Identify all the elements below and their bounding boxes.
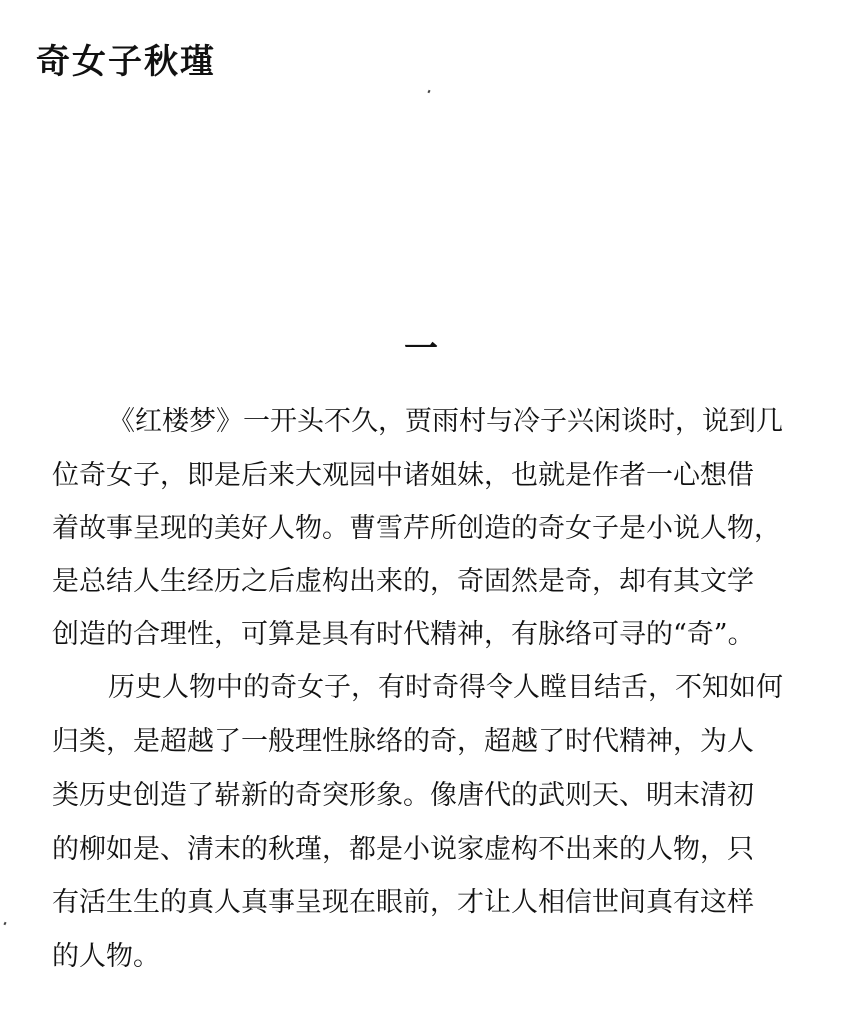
- paragraph-line: 位奇女子，即是后来大观园中诸姐妹，也就是作者一心想借: [52, 460, 754, 491]
- paragraph-line: 《红楼梦》一开头不久，贾雨村与冷子兴闲谈时，说到几: [108, 406, 783, 437]
- paragraph-line: 有活生生的真人真事呈现在眼前，才让人相信世间真有这样: [52, 887, 754, 918]
- paragraph-line: 的人物。: [52, 941, 160, 972]
- page-title: 奇女子秋瑾: [36, 42, 216, 82]
- paragraph-line: 创造的合理性，可算是具有时代精神，有脉络可寻的“奇”。: [52, 619, 755, 650]
- paragraph-line: 归类，是超越了一般理性脉络的奇，超越了时代精神，为人: [52, 726, 754, 757]
- paragraph-line: 是总结人生经历之后虚构出来的，奇固然是奇，却有其文学: [52, 566, 754, 597]
- paragraph-line: 的柳如是、清末的秋瑾，都是小说家虚构不出来的人物，只: [52, 834, 754, 865]
- paragraph-line: 类历史创造了崭新的奇突形象。像唐代的武则天、明末清初: [52, 780, 754, 811]
- paragraph-line: 着故事呈现的美好人物。曹雪芹所创造的奇女子是小说人物，: [52, 513, 781, 544]
- paragraph-line: 历史人物中的奇女子，有时奇得令人瞠目结舌，不知如何: [108, 672, 783, 703]
- scan-speck: [3, 922, 6, 926]
- scan-speck: [427, 90, 430, 94]
- section-number: 一: [404, 329, 438, 369]
